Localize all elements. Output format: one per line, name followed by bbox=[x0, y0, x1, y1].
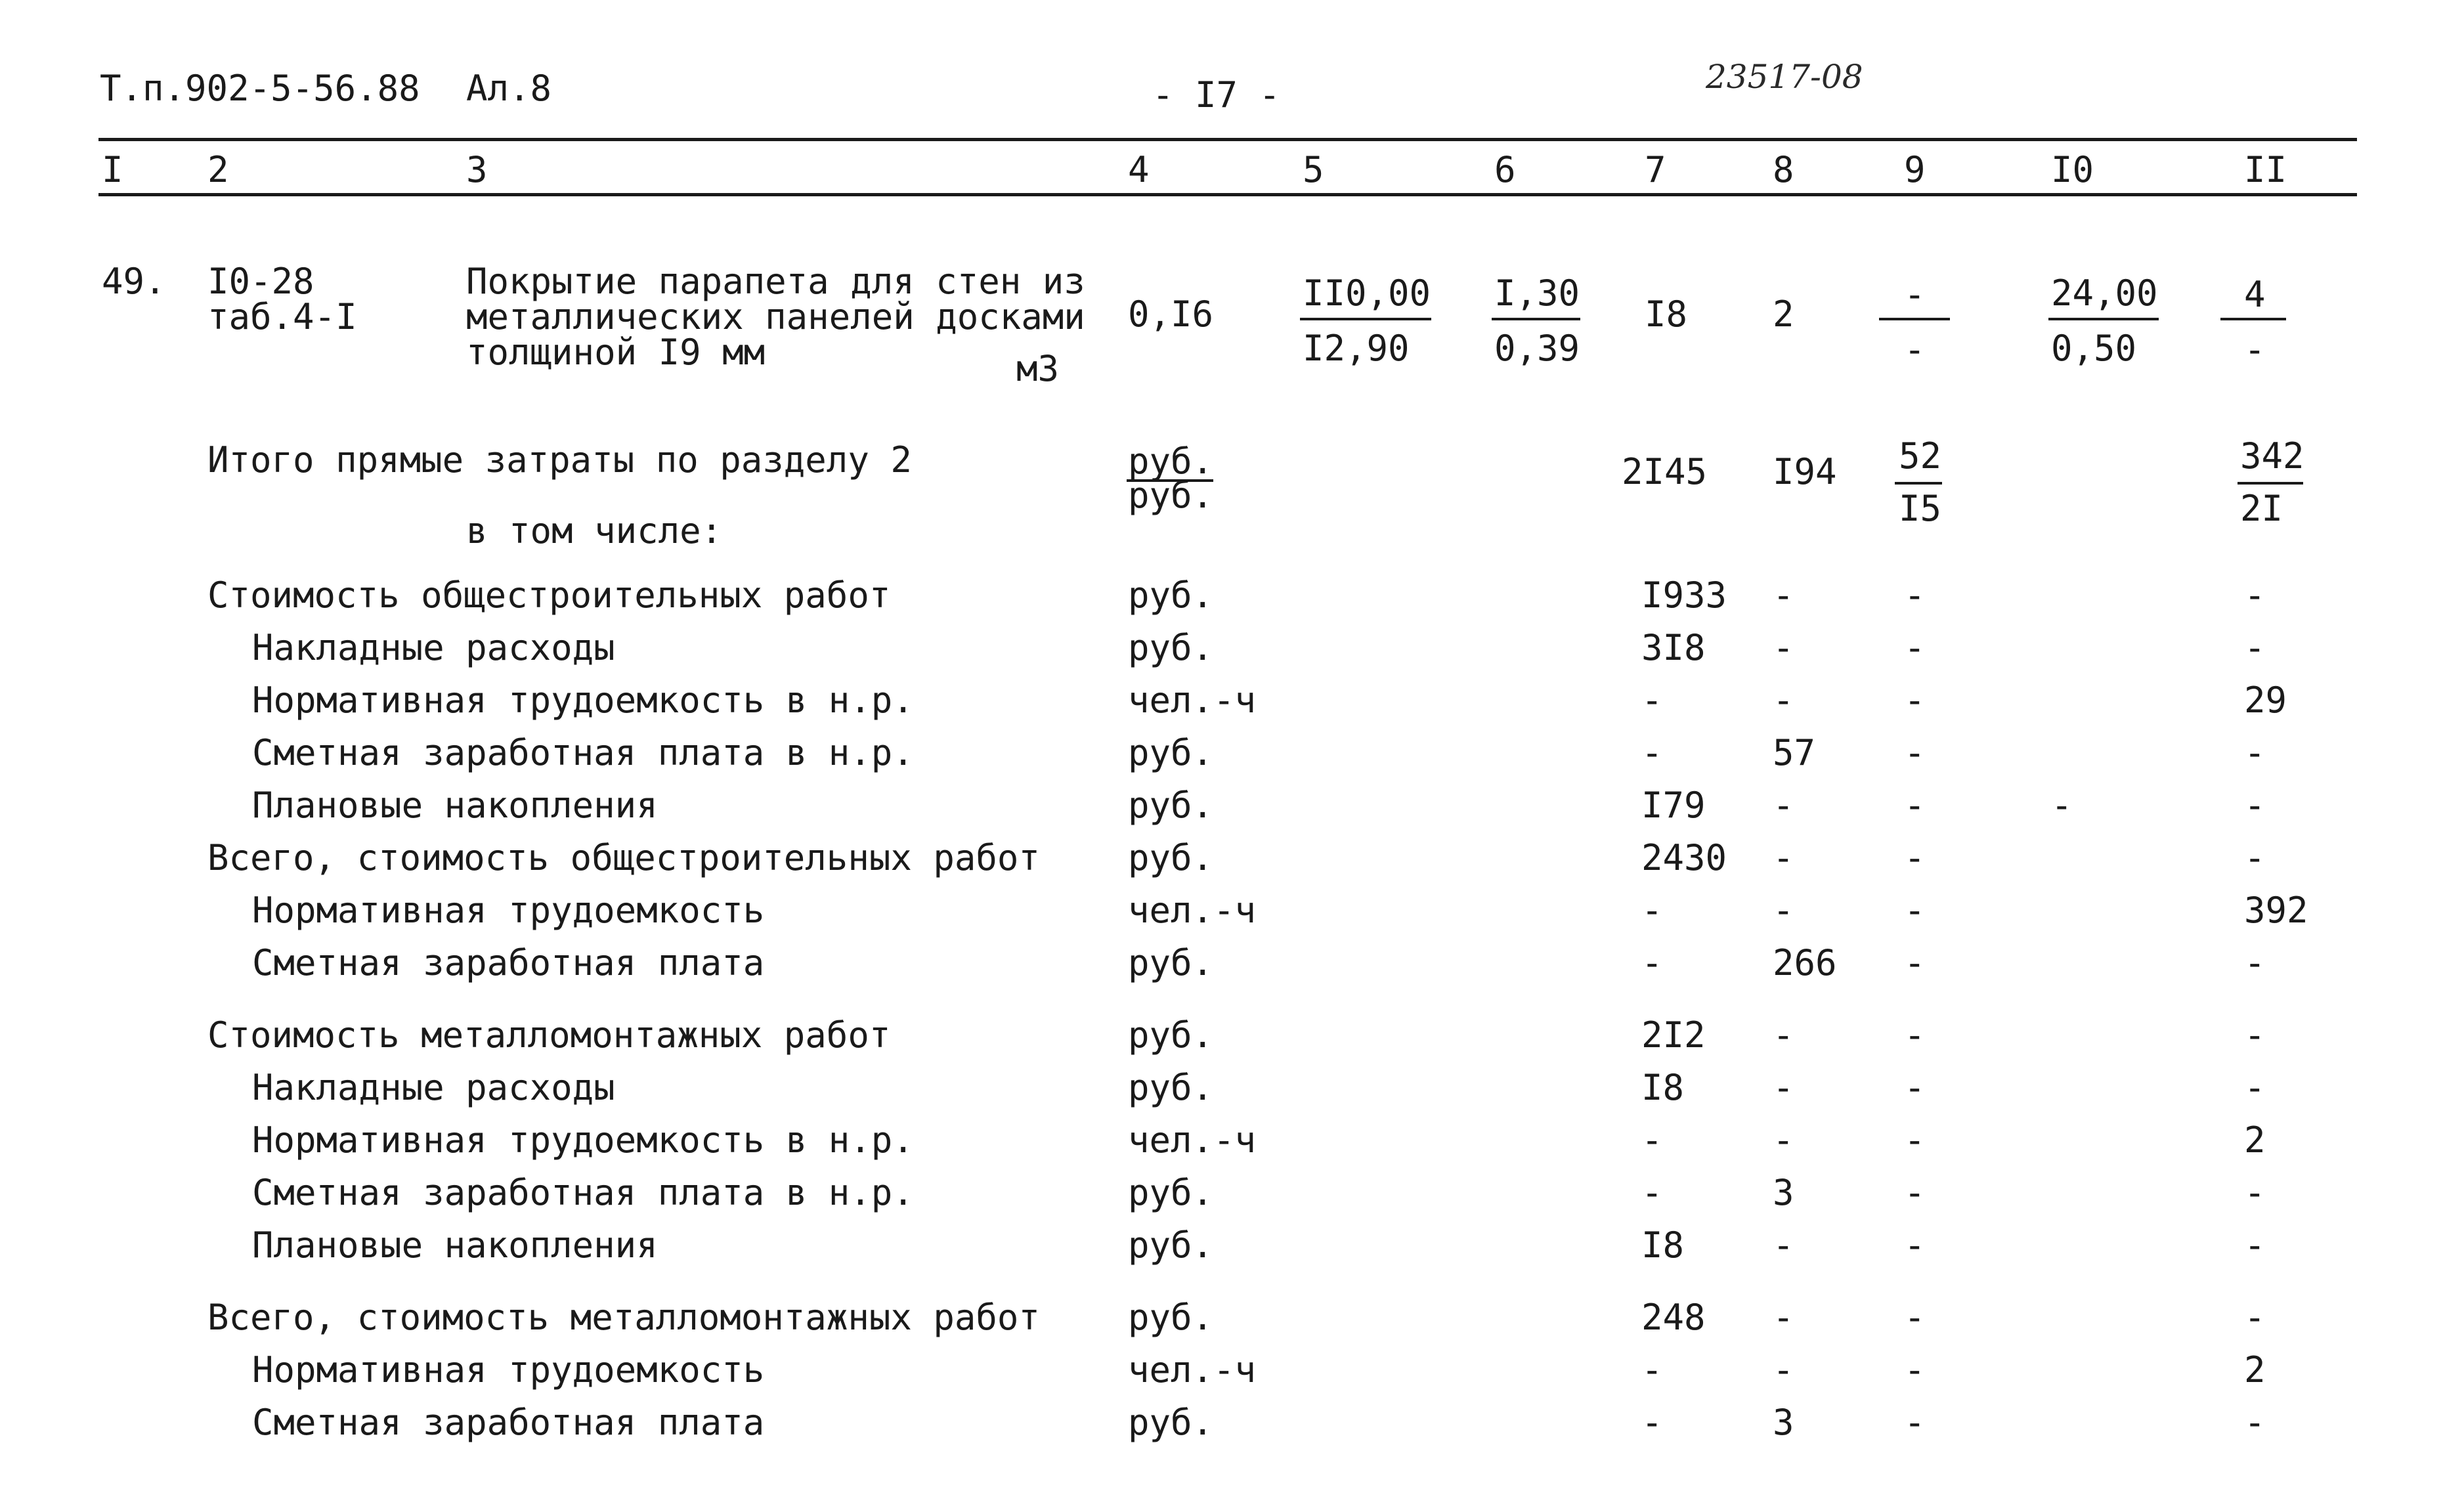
row-col11: - bbox=[2244, 574, 2266, 616]
item-number: 49. bbox=[102, 261, 166, 302]
summary-label: Итого прямые затраты по разделу 2 bbox=[207, 439, 912, 481]
fraction-bar bbox=[1879, 318, 1950, 320]
column-header: 3 bbox=[466, 149, 488, 190]
row-col9: - bbox=[1904, 680, 1926, 721]
row-col11: - bbox=[2244, 627, 2266, 668]
item-col11-bottom: - bbox=[2244, 329, 2266, 370]
row-col8: 3 bbox=[1773, 1402, 1794, 1443]
column-header: I0 bbox=[2051, 149, 2094, 190]
row-unit: руб. bbox=[1128, 732, 1214, 773]
item-col9-top: - bbox=[1904, 274, 1926, 315]
summary-col8: I94 bbox=[1773, 451, 1837, 492]
item-unit: м3 bbox=[1016, 348, 1060, 389]
row-col9: - bbox=[1904, 627, 1926, 668]
row-col9: - bbox=[1904, 1067, 1926, 1108]
row-label: Накладные расходы bbox=[252, 1067, 615, 1108]
row-unit: руб. bbox=[1128, 942, 1214, 983]
row-col11: 392 bbox=[2244, 890, 2308, 931]
column-header: 9 bbox=[1904, 149, 1926, 190]
fraction-bar bbox=[2048, 318, 2159, 320]
row-unit: руб. bbox=[1128, 627, 1214, 668]
row-label: Всего, стоимость металломонтажных работ bbox=[207, 1297, 1040, 1338]
item-col5-bottom: I2,90 bbox=[1303, 328, 1410, 369]
row-unit: руб. bbox=[1128, 1224, 1214, 1266]
row-col9: - bbox=[1904, 1119, 1926, 1161]
item-col11-top: 4 bbox=[2244, 274, 2266, 315]
row-col11: - bbox=[2244, 1172, 2266, 1213]
row-unit: руб. bbox=[1128, 1014, 1214, 1056]
row-col8: - bbox=[1773, 1349, 1794, 1391]
row-unit: чел.-ч bbox=[1128, 1349, 1257, 1391]
fraction-bar bbox=[2238, 482, 2303, 485]
fraction-bar bbox=[1895, 482, 1942, 485]
row-label: Плановые накопления bbox=[252, 1224, 658, 1266]
row-col8: 57 bbox=[1773, 732, 1816, 773]
column-header: 5 bbox=[1303, 149, 1324, 190]
column-header: 8 bbox=[1773, 149, 1794, 190]
row-col7: 248 bbox=[1641, 1297, 1706, 1338]
row-col9: - bbox=[1904, 785, 1926, 826]
row-label: Стоимость металломонтажных работ bbox=[207, 1014, 891, 1056]
row-unit: руб. bbox=[1128, 574, 1214, 616]
item-code: I0-28 bbox=[207, 261, 314, 302]
fraction-bar bbox=[1300, 318, 1431, 320]
row-label: Плановые накопления bbox=[252, 785, 658, 826]
summary-col7: 2I45 bbox=[1622, 451, 1708, 492]
summary-col11-bottom: 2I bbox=[2240, 488, 2283, 529]
row-unit: чел.-ч bbox=[1128, 890, 1257, 931]
row-label: Нормативная трудоемкость в н.р. bbox=[252, 680, 914, 721]
row-col10: - bbox=[2051, 785, 2073, 826]
header-bottom-rule bbox=[98, 193, 2357, 196]
album-number: Ал.8 bbox=[466, 68, 552, 109]
page-number: - I7 - bbox=[1152, 74, 1281, 116]
row-col11: - bbox=[2244, 942, 2266, 983]
row-col7: - bbox=[1641, 1172, 1663, 1213]
row-col11: - bbox=[2244, 1402, 2266, 1443]
row-col9: - bbox=[1904, 837, 1926, 878]
row-label: Накладные расходы bbox=[252, 627, 615, 668]
column-header: II bbox=[2244, 149, 2287, 190]
row-unit: чел.-ч bbox=[1128, 680, 1257, 721]
item-description: Покрытие парапета для стен из bbox=[466, 261, 1085, 302]
item-col6-top: I,30 bbox=[1494, 272, 1580, 314]
item-col8: 2 bbox=[1773, 293, 1794, 335]
row-col9: - bbox=[1904, 1014, 1926, 1056]
row-col9: - bbox=[1904, 1224, 1926, 1266]
row-col7: - bbox=[1641, 1349, 1663, 1391]
inventory-number: 23517-08 bbox=[1706, 58, 1863, 96]
row-col9: - bbox=[1904, 890, 1926, 931]
row-col7: - bbox=[1641, 680, 1663, 721]
row-col9: - bbox=[1904, 1402, 1926, 1443]
row-label: Сметная заработная плата bbox=[252, 1402, 765, 1443]
row-col9: - bbox=[1904, 1297, 1926, 1338]
row-col11: - bbox=[2244, 732, 2266, 773]
row-label: Нормативная трудоемкость в н.р. bbox=[252, 1119, 914, 1161]
row-unit: руб. bbox=[1128, 1172, 1214, 1213]
item-col9-bottom: - bbox=[1904, 329, 1926, 370]
summary-col9-top: 52 bbox=[1899, 435, 1942, 477]
row-col11: - bbox=[2244, 1067, 2266, 1108]
row-col7: I8 bbox=[1641, 1224, 1685, 1266]
row-col9: - bbox=[1904, 732, 1926, 773]
item-description: толщиной I9 мм bbox=[466, 332, 766, 373]
row-col7: - bbox=[1641, 890, 1663, 931]
row-col9: - bbox=[1904, 1349, 1926, 1391]
row-col11: - bbox=[2244, 1297, 2266, 1338]
row-col7: 2I2 bbox=[1641, 1014, 1706, 1056]
summary-sublabel: в том числе: bbox=[466, 510, 723, 551]
row-col11: - bbox=[2244, 785, 2266, 826]
row-col7: 3I8 bbox=[1641, 627, 1706, 668]
row-col7: I933 bbox=[1641, 574, 1727, 616]
row-label: Всего, стоимость общестроительных работ bbox=[207, 837, 1040, 878]
row-unit: чел.-ч bbox=[1128, 1119, 1257, 1161]
item-description: металлических панелей досками bbox=[466, 296, 1085, 337]
row-col8: - bbox=[1773, 1119, 1794, 1161]
row-label: Нормативная трудоемкость bbox=[252, 1349, 765, 1391]
row-col7: - bbox=[1641, 1402, 1663, 1443]
column-header: 7 bbox=[1645, 149, 1666, 190]
item-col10-top: 24,00 bbox=[2051, 272, 2158, 314]
row-col7: I79 bbox=[1641, 785, 1706, 826]
row-col8: 3 bbox=[1773, 1172, 1794, 1213]
column-header: 6 bbox=[1494, 149, 1516, 190]
row-unit: руб. bbox=[1128, 1067, 1214, 1108]
row-label: Сметная заработная плата в н.р. bbox=[252, 1172, 914, 1213]
row-col11: 2 bbox=[2244, 1349, 2266, 1391]
row-col7: - bbox=[1641, 1119, 1663, 1161]
row-label: Нормативная трудоемкость bbox=[252, 890, 765, 931]
item-col7: I8 bbox=[1645, 293, 1688, 335]
row-col9: - bbox=[1904, 942, 1926, 983]
column-header: 4 bbox=[1128, 149, 1150, 190]
row-col8: 266 bbox=[1773, 942, 1837, 983]
row-unit: руб. bbox=[1128, 1297, 1214, 1338]
header-top-rule bbox=[98, 138, 2357, 141]
row-col9: - bbox=[1904, 1172, 1926, 1213]
row-col7: - bbox=[1641, 732, 1663, 773]
row-label: Сметная заработная плата bbox=[252, 942, 765, 983]
summary-col9-bottom: I5 bbox=[1899, 488, 1942, 529]
row-col8: - bbox=[1773, 1067, 1794, 1108]
item-quantity: 0,I6 bbox=[1128, 293, 1214, 335]
summary-col11-top: 342 bbox=[2240, 435, 2304, 477]
row-col8: - bbox=[1773, 574, 1794, 616]
row-unit: руб. bbox=[1128, 785, 1214, 826]
row-label: Стоимость общестроительных работ bbox=[207, 574, 891, 616]
column-header: I bbox=[102, 149, 123, 190]
row-col8: - bbox=[1773, 680, 1794, 721]
row-col11: - bbox=[2244, 1014, 2266, 1056]
row-col11: 2 bbox=[2244, 1119, 2266, 1161]
row-unit: руб. bbox=[1128, 1402, 1214, 1443]
row-col8: - bbox=[1773, 785, 1794, 826]
item-col5-top: II0,00 bbox=[1303, 272, 1431, 314]
item-col6-bottom: 0,39 bbox=[1494, 328, 1580, 369]
fraction-bar bbox=[1492, 318, 1580, 320]
row-col8: - bbox=[1773, 1224, 1794, 1266]
document-code: Т.п.902-5-56.88 bbox=[100, 68, 420, 109]
row-col8: - bbox=[1773, 627, 1794, 668]
summary-unit-bottom: руб. bbox=[1128, 475, 1214, 516]
item-code: таб.4-I bbox=[207, 296, 357, 337]
row-col7: I8 bbox=[1641, 1067, 1685, 1108]
fraction-bar bbox=[2220, 318, 2286, 320]
row-col9: - bbox=[1904, 574, 1926, 616]
row-unit: руб. bbox=[1128, 837, 1214, 878]
row-col7: - bbox=[1641, 942, 1663, 983]
column-header: 2 bbox=[207, 149, 229, 190]
item-col10-bottom: 0,50 bbox=[2051, 328, 2137, 369]
row-col8: - bbox=[1773, 837, 1794, 878]
row-col11: - bbox=[2244, 1224, 2266, 1266]
row-label: Сметная заработная плата в н.р. bbox=[252, 732, 914, 773]
row-col11: - bbox=[2244, 837, 2266, 878]
row-col7: 2430 bbox=[1641, 837, 1727, 878]
row-col11: 29 bbox=[2244, 680, 2287, 721]
row-col8: - bbox=[1773, 1014, 1794, 1056]
row-col8: - bbox=[1773, 890, 1794, 931]
row-col8: - bbox=[1773, 1297, 1794, 1338]
summary-unit-top: руб. bbox=[1128, 441, 1214, 482]
